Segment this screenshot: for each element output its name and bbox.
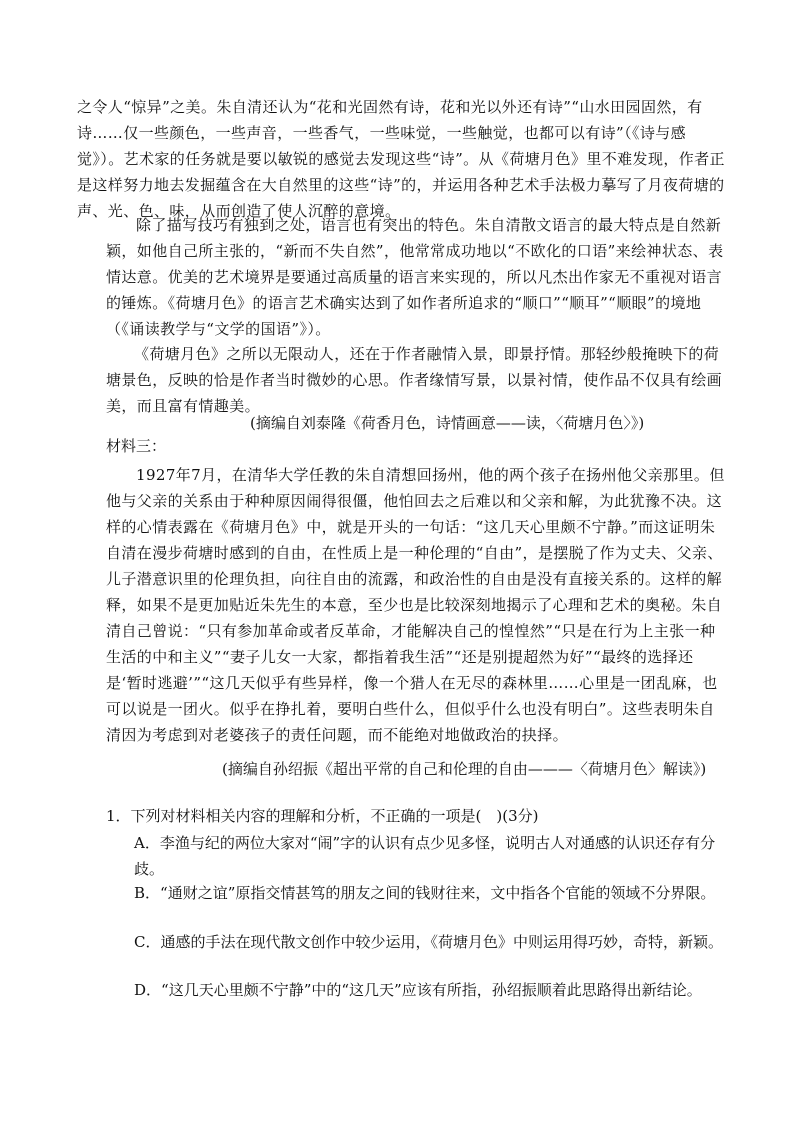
paragraph-language-features: 除了描写技巧有独到之处，语言也有突出的特色。朱自清散文语言的最大特点是自然新颖，如他自己所主张的，“新而不失自然”，他常常成功地以“不欧化的口语”来绘神状态、表情达意。优美的艺术境界是要通过高质量的语言来实现的，所以凡杰出作家无不重视对语言的锤炼。《荷塘月色》的语言艺术确实达到了如作者所追求的“顺口”“顺耳”“顺眼”的境地（《诵读教学与“文学的国语”》）。	[106, 216, 724, 338]
question-1-option-d: D．“这几天心里颇不宁静”中的“这几天”应该有所指，孙绍振顺着此思路得出新结论。	[134, 981, 702, 999]
question-1-option-b: B．“通财之谊”原指交情甚笃的朋友之间的钱财往来，文中指各个官能的领域不分界限。	[134, 884, 716, 902]
question-1-option-a: A．李渔与纪的两位大家对“闹”字的认识有点少见多怪，说明古人对通感的认识还存有分歧。	[134, 834, 716, 878]
material-three-label: 材料三：	[106, 437, 167, 455]
source-citation-material-two: (摘编自刘泰隆《荷香月色，诗情画意——读，〈荷塘月色〉》)	[250, 414, 645, 432]
paragraph-emotion-scene: 《荷塘月色》之所以无限动人，还在于作者融情入景，即景抒情。那轻纱般掩映下的荷塘景色，反映的恰是作者当时微妙的心思。作者缘情写景，以景衬情，使作品不仅具有绘画美，而且富有情趣美。	[106, 345, 723, 415]
question-1-option-c: C．通感的手法在现代散文创作中较少运用，《荷塘月色》中则运用得巧妙，奇特，新颖。	[134, 933, 723, 951]
paragraph-material-three: 1927年7月，在清华大学任教的朱自清想回扬州，他的两个孩子在扬州他父亲那里。但他与父亲的关系由于种种原因闹得很僵，他怕回去之后难以和父亲和解，为此犹豫不决。这样的心情表露在《荷塘月色》中，就是开头的一句话：“这几天心里颇不宁静。”而这证明朱自清在漫步荷塘时感到的自由，在性质上是一种伦理的“自由”，是摆脱了作为丈夫、父亲、儿子潜意识里的伦理负担，向往自由的流露，和政治性的自由是没有直接关系的。这样的解释，如果不是更加贴近朱先生的本意，至少也是比较深刻地揭示了心理和艺术的奥秘。朱自清自己曾说：“只有参加革命或者反革命，才能解决自己的惶惶然”“只是在行为上主张一种生活的中和主义”“妻子儿女一大家，都指着我生活”“还是别提超然为好”“最终的选择还是‘暂时逃避’”“这几天似乎有些异样，像一个猎人在无尽的森林里……心里是一团乱麻，也可以说是一团火。似乎在挣扎着，要明白些什么，但似乎什么也没有明白”。这些表明朱自清因为考虑到对老婆孩子的责任问题，而不能绝对地做政治的抉择。	[106, 466, 725, 744]
paragraph-material-two-part1: 之令人“惊异”之美。朱自清还认为“花和光固然有诗，花和光以外还有诗”“山水田园固然，有诗……仅一些颜色，一些声音，一些香气，一些味觉，一些触觉，也都可以有诗”（《诗与感觉》）。艺术家的任务就是要以敏锐的感觉去发现这些“诗”。从《荷塘月色》里不难发现，作者正是这样努力地去发掘蕴含在大自然里的这些“诗”的，并运用各种艺术手法极力摹写了月夜荷塘的声、光、色、味，从而创造了使人沉醉的意境。	[77, 98, 725, 220]
question-1-stem: 1．下列对材料相关内容的理解和分析，不正确的一项是( )(3分)	[106, 807, 539, 825]
source-citation-material-three: (摘编自孙绍振《超出平常的自己和伦理的自由———〈荷塘月色〉解读》)	[222, 760, 707, 778]
